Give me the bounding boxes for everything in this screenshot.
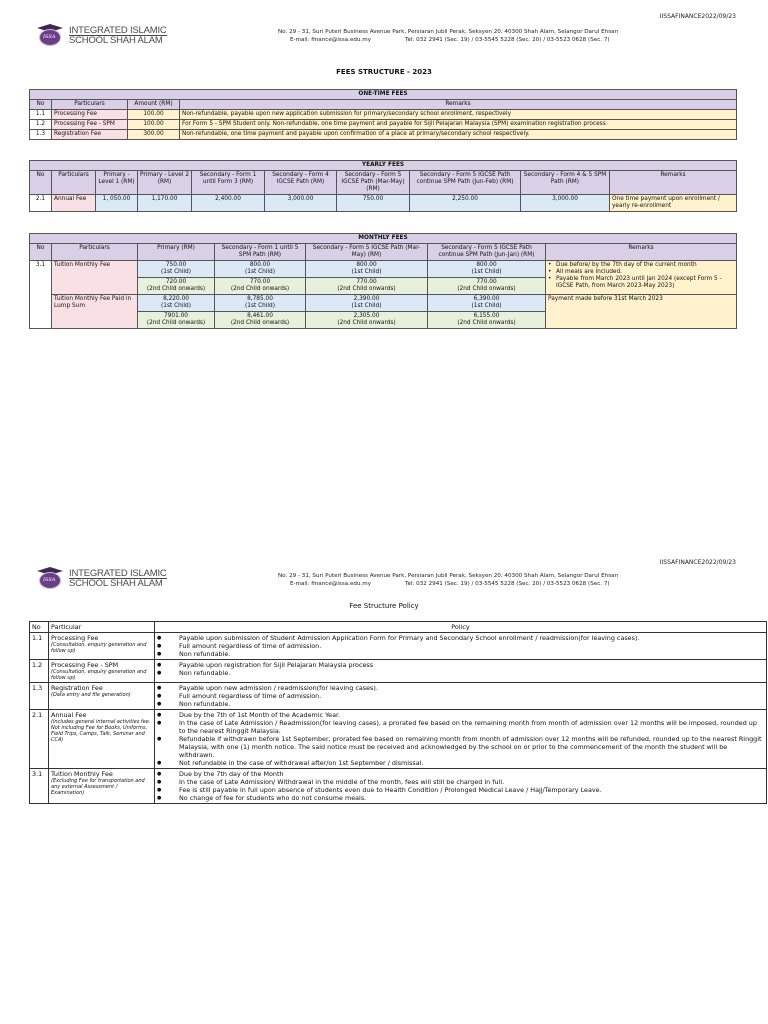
- fee-remarks: Payment made before 31st March 2023: [546, 295, 737, 329]
- school-address: [278, 28, 638, 44]
- fee-amount: 1, 050.00: [96, 195, 138, 212]
- row-number: 1.3: [30, 683, 49, 710]
- column-header: Remarks: [546, 244, 737, 261]
- fee-amount: 2,305.00 (2nd Child onwards): [306, 312, 428, 329]
- page-title: Fee Structure Policy: [349, 602, 419, 610]
- table-row: [30, 769, 767, 804]
- fee-remarks: Non-refundable, payable upon new application submission for primary/secondary school enrollment, respectively: [180, 110, 737, 120]
- fee-amount: 750.00 (1st Child): [138, 261, 215, 278]
- logo-line-2: SCHOOL SHAH ALAM: [69, 577, 163, 589]
- table-row: [30, 633, 767, 660]
- column-header: Particulars: [52, 171, 96, 195]
- fee-particular: Registration Fee: [52, 130, 128, 140]
- fee-amount: 100.00: [128, 120, 180, 130]
- policy-text: ● Payable upon registration for Sijil Pelajaran Malaysia process ● Non refundable.: [155, 660, 767, 683]
- fee-policy-table: [29, 621, 767, 804]
- row-number: 1.2: [30, 120, 52, 130]
- table-row: [30, 710, 767, 769]
- table-row: [30, 660, 767, 683]
- column-header: Secondary - Form 1 until Form 3 (RM): [192, 171, 265, 195]
- column-header: Primary - Level 1 (RM): [96, 171, 138, 195]
- row-number: 1.3: [30, 130, 52, 140]
- table-caption: YEARLY FEES: [30, 161, 737, 171]
- column-header: No: [30, 100, 52, 110]
- fee-particular: Annual Fee: [52, 195, 96, 212]
- policy-particular: Tuition Monthly Fee (Excluding Fee for transportation and any external Assessment / Examination): [49, 769, 155, 804]
- fee-remarks: Non-refundable, one time payment and payable upon confirmation of a place at primary/secondary school respectively.: [180, 130, 737, 140]
- document-reference: IISSAFINANCE2022/09/23: [659, 13, 736, 20]
- fee-policy-page: [0, 555, 768, 1015]
- column-header: Amount (RM): [128, 100, 180, 110]
- fee-amount: 3,000.00: [521, 195, 610, 212]
- column-header: Particulars: [52, 100, 128, 110]
- column-header: Remarks: [610, 171, 737, 195]
- column-header: Primary - Level 2 (RM): [138, 171, 192, 195]
- policy-particular: Processing Fee - SPM (Consultation, enquiry generation and follow up): [49, 660, 155, 683]
- fee-amount: 8,220.00 (1st Child): [138, 295, 215, 312]
- fee-amount: 800.00 (1st Child): [428, 261, 546, 278]
- policy-text: ● Due by the 7th day of the Month ● In the case of Late Admission/ Withdrawal in the middle of the month, fees will still be charged in full. ● Fee is still payable in full upon absence of students even due to Health Condition / Prolonged Medical Leave / Hajj/Temporary Leave. ● No change of fee for students who do not consume meals.: [155, 769, 767, 804]
- column-header: Secondary - Form 5 IGCSE Path continue SPM Path (Jun-Jan) (RM): [428, 244, 546, 261]
- column-header: Secondary - Form 5 IGCSE Path (Mar-May) (RM): [337, 171, 410, 195]
- yearly-fees-table: [29, 160, 737, 212]
- table-row: [30, 110, 737, 120]
- logo-line-1: INTEGRATED ISLAMIC: [69, 24, 167, 36]
- fee-amount: 750.00: [337, 195, 410, 212]
- column-header: Primary (RM): [138, 244, 215, 261]
- column-header: Remarks: [180, 100, 737, 110]
- fee-particular: Tuition Monthly Fee Paid in Lump Sum: [52, 295, 138, 329]
- fee-amount: 770.00 (2nd Child onwards): [215, 278, 306, 295]
- address-line: No. 29 - 31, Suri Puteri Business Avenue Park, Persiaran Jubli Perak, Seksyen 20, 40300 Shah Alam, Selangor Darul Ehsan: [278, 573, 619, 579]
- table-row: [30, 683, 767, 710]
- address-line: No. 29 - 31, Suri Puteri Business Avenue Park, Persiaran Jubli Perak, Seksyen 20, 40300 Shah Alam, Selangor Darul Ehsan: [278, 29, 619, 35]
- fee-amount: 2,400.00: [192, 195, 265, 212]
- fee-amount: 1,170.00: [138, 195, 192, 212]
- fee-amount: 6,390.00 (1st Child): [428, 295, 546, 312]
- fee-amount: 8,785.00 (1st Child): [215, 295, 306, 312]
- row-number: 3.1: [30, 261, 52, 329]
- fee-remarks: • Due before/ by the 7th day of the current month • All meals are included. • Payable from March 2023 until Jan 2024 (except Form 5 - IGCSE Path, from March 2023-May 2023): [546, 261, 737, 295]
- logo-line-2: SCHOOL SHAH ALAM: [69, 34, 163, 46]
- row-number: 1.1: [30, 110, 52, 120]
- column-header: Secondary - Form 1 until 5 SPM Path (RM): [215, 244, 306, 261]
- policy-particular: Annual Fee (Includes general internal activities fee. Not including Fee for Books, Uniforms, Field Trips, Camps, Talk, Seminar and CCA): [49, 710, 155, 769]
- column-header: Secondary - Form 5 IGCSE Path continue SPM Path (Jun-Feb) (RM): [410, 171, 521, 195]
- policy-text: ● Payable upon submission of Student Admission Application Form for Primary and Secondary School enrollment / readmission(for leaving cases). ● Full amount regardless of time of admission. ● Non refundable.: [155, 633, 767, 660]
- table-row: [30, 261, 737, 278]
- email-text: E-mail: finance@issa.edu.my: [290, 581, 372, 587]
- table-caption: ONE-TIME FEES: [30, 90, 737, 100]
- table-caption: MONTHLY FEES: [30, 234, 737, 244]
- row-number: 3.1: [30, 769, 49, 804]
- column-header: Policy: [155, 622, 767, 633]
- fee-amount: 2,390.00 (1st Child): [306, 295, 428, 312]
- column-header: Secondary - Form 4 IGCSE Path (RM): [265, 171, 337, 195]
- column-header: No: [30, 622, 49, 633]
- fee-particular: Tuition Monthly Fee: [52, 261, 138, 295]
- fee-amount: 300.00: [128, 130, 180, 140]
- fee-amount: 100.00: [128, 110, 180, 120]
- school-crest-icon: [33, 567, 67, 589]
- table-row: [30, 295, 737, 312]
- policy-text: ● Payable upon new admission / readmission(for leaving cases). ● Full amount regardless of time of admission. ● Non refundable.: [155, 683, 767, 710]
- table-row: [30, 195, 737, 212]
- column-header: No: [30, 171, 52, 195]
- fee-amount: 6,155.00 (2nd Child onwards): [428, 312, 546, 329]
- school-address: [278, 572, 638, 588]
- page-title: FEES STRUCTURE - 2023: [336, 68, 432, 76]
- table-row: [30, 130, 737, 140]
- monthly-fees-table: [29, 233, 737, 329]
- fee-amount: 2,250.00: [410, 195, 521, 212]
- row-number: 2.1: [30, 195, 52, 212]
- row-number: 2.1: [30, 710, 49, 769]
- column-header: No: [30, 244, 52, 261]
- logo-line-1: INTEGRATED ISLAMIC: [69, 567, 167, 579]
- column-header: Secondary - Form 4 & 5 SPM Path (RM): [521, 171, 610, 195]
- policy-particular: Registration Fee (Data entry and file generation): [49, 683, 155, 710]
- column-header: Particular: [49, 622, 155, 633]
- fee-remarks: For Form 5 - SPM Student only. Non-refundable, one time payment and payable for Sijil Pelajaran Malaysia (SPM) examination registration process: [180, 120, 737, 130]
- fee-amount: 800.00 (1st Child): [306, 261, 428, 278]
- fee-amount: 770.00 (2nd Child onwards): [306, 278, 428, 295]
- fee-particular: Processing Fee: [52, 110, 128, 120]
- fee-remarks: One time payment upon enrollment / yearly re-enrollment: [610, 195, 737, 212]
- fee-amount: 8,461.00 (2nd Child onwards): [215, 312, 306, 329]
- row-number: 1.1: [30, 633, 49, 660]
- table-row: [30, 120, 737, 130]
- row-number: 1.2: [30, 660, 49, 683]
- document-reference: IISSAFINANCE2022/09/23: [659, 559, 736, 566]
- column-header: Particulars: [52, 244, 138, 261]
- column-header: Secondary - Form 5 IGCSE Path (Mar-May) (RM): [306, 244, 428, 261]
- policy-text: ● Due by the 7th of 1st Month of the Academic Year. ● In the case of Late Admission / Readmission(for leaving cases), a prorated fee based on the remaining month from month of admission over 12 months will be imposed, rounded up to the nearest Ringgit Malaysia. ● Refundable if withdrawn before 1st September, prorated fee based on remaining month from month of admission over 12 months will be refunded, rounded up to the nearest Ringgit Malaysia, with one (1) month notice. The said notice must be received and acknowledged by the school on or prior to the commencement of the month the student will be withdrawn. ● Not refundable in the case of withdrawal after/on 1st September / dismissal.: [155, 710, 767, 769]
- fee-amount: 770.00 (2nd Child onwards): [428, 278, 546, 295]
- school-logo: [33, 24, 167, 46]
- fee-amount: 720.00 (2nd Child onwards): [138, 278, 215, 295]
- fee-particular: Processing Fee - SPM: [52, 120, 128, 130]
- policy-particular: Processing Fee (Consultation, enquiry generation and follow up): [49, 633, 155, 660]
- school-crest-icon: [33, 24, 67, 46]
- school-logo: [33, 567, 167, 589]
- fee-amount: 800.00 (1st Child): [215, 261, 306, 278]
- email-text: E-mail: finance@issa.edu.my: [290, 37, 372, 43]
- fee-amount: 3,000.00: [265, 195, 337, 212]
- phone-text: Tel: 032 2941 (Sec. 19) / 03-5545 5228 (Sec. 20) / 03-5523 0628 (Sec. 7): [405, 581, 610, 587]
- fees-structure-page: [0, 0, 768, 510]
- one-time-fees-table: [29, 89, 737, 140]
- phone-text: Tel: 032 2941 (Sec. 19) / 03-5545 5228 (Sec. 20) / 03-5523 0628 (Sec. 7): [405, 37, 610, 43]
- fee-amount: 7901.00 (2nd Child onwards): [138, 312, 215, 329]
